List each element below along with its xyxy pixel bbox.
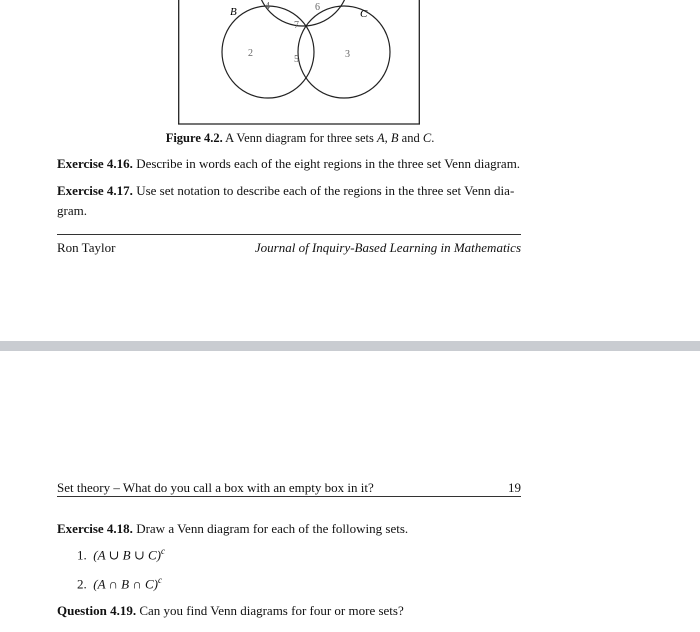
question-text: Can you find Venn diagrams for four or more sets? bbox=[139, 603, 404, 618]
running-header-title: Set theory – What do you call a box with an empty box in it? bbox=[57, 480, 374, 495]
exercise-4-17 bbox=[57, 181, 547, 221]
footer-author: Ron Taylor bbox=[57, 240, 116, 255]
exercise-text: Use set notation to describe each of the regions in the three set Venn dia- bbox=[136, 183, 515, 198]
venn-label-b: B bbox=[230, 6, 237, 18]
exercise-label: Exercise 4.16. bbox=[57, 156, 133, 171]
footer-rule bbox=[57, 234, 521, 235]
caption-period: . bbox=[431, 131, 435, 145]
venn-region-label: 6 bbox=[315, 2, 320, 13]
figure-caption-text: A Venn diagram for three sets bbox=[222, 131, 377, 145]
set-expression: (A ∪ B ∪ C) bbox=[93, 547, 162, 563]
complement-sup: c bbox=[158, 575, 163, 585]
caption-set-b: B bbox=[390, 131, 399, 145]
list-item bbox=[77, 546, 165, 563]
exercise-4-18 bbox=[57, 519, 547, 539]
exercise-text: Draw a Venn diagram for each of the following sets. bbox=[136, 521, 409, 536]
list-item bbox=[77, 575, 162, 592]
venn-circle-c bbox=[298, 6, 390, 98]
caption-and: and bbox=[398, 131, 423, 145]
question-4-19 bbox=[57, 601, 547, 621]
footer-journal: Journal of Inquiry-Based Learning in Mathematics bbox=[254, 240, 521, 255]
list-item-number: 2. bbox=[77, 576, 87, 592]
complement-sup: c bbox=[161, 546, 166, 556]
venn-region-label: 5 bbox=[294, 54, 299, 65]
venn-circle-b bbox=[222, 6, 314, 98]
caption-set-c: C bbox=[422, 131, 432, 145]
header-rule bbox=[57, 496, 521, 497]
question-label: Question 4.19. bbox=[57, 603, 137, 618]
exercise-text: Describe in words each of the eight regions in the three set Venn diagram. bbox=[136, 156, 521, 171]
venn-label-c: C bbox=[360, 8, 368, 20]
set-expression: (A ∩ B ∩ C) bbox=[93, 576, 159, 592]
venn-region-label: 7 bbox=[294, 20, 299, 31]
exercise-label: Exercise 4.17. bbox=[57, 183, 133, 198]
venn-region-label: 3 bbox=[345, 49, 350, 60]
exercise-label: Exercise 4.18. bbox=[57, 521, 133, 536]
caption-set-a: A bbox=[377, 131, 385, 145]
venn-region-label: 4 bbox=[265, 1, 270, 12]
list-item-number: 1. bbox=[77, 547, 87, 563]
figure-caption-label: Figure 4.2. bbox=[165, 131, 223, 145]
exercise-text-cont: gram. bbox=[57, 203, 87, 218]
figure-caption bbox=[0, 131, 600, 146]
caption-comma: , bbox=[384, 131, 391, 145]
venn-region-label: 2 bbox=[248, 48, 253, 59]
venn-diagram bbox=[178, 0, 420, 126]
exercise-4-16 bbox=[57, 154, 547, 174]
page-number: 19 bbox=[508, 480, 521, 495]
page-gap bbox=[0, 341, 700, 351]
